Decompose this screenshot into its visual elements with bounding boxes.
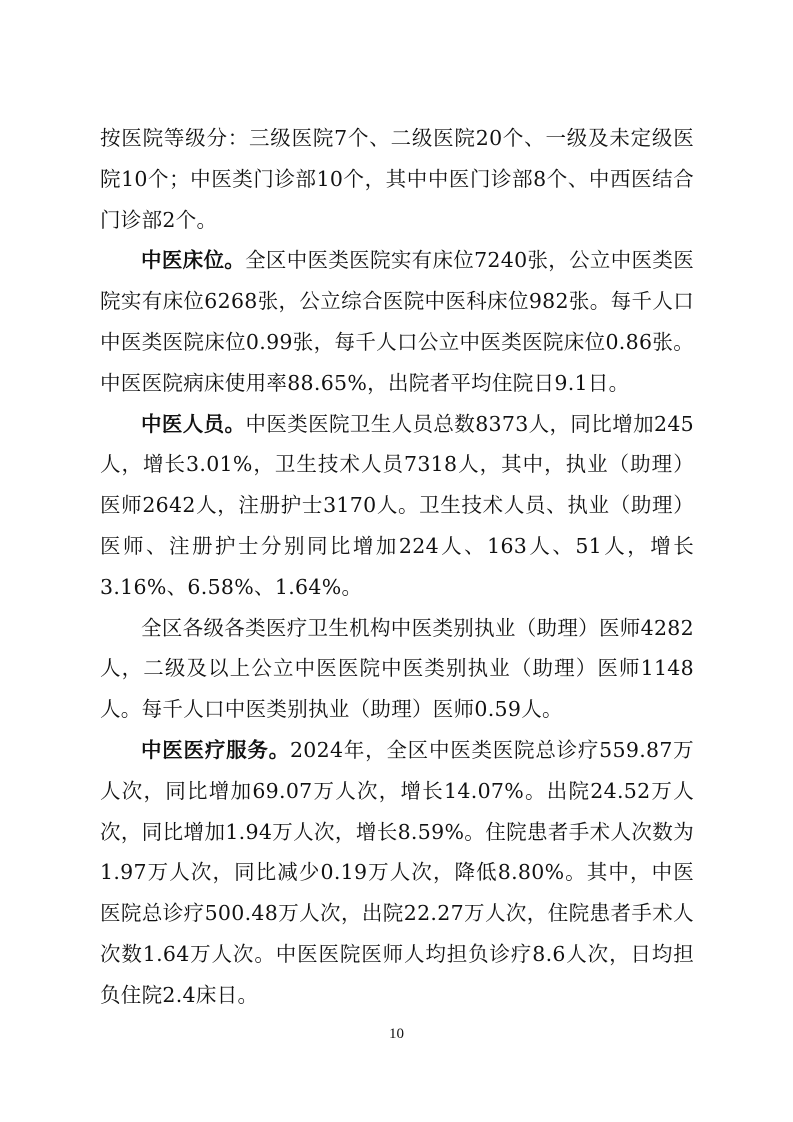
paragraph-medical-services bbox=[100, 730, 694, 1016]
paragraph-body: 按医院等级分：三级医院7个、二级医院20个、一级及未定级医院10个；中医类门诊部10个，其中中医门诊部8个、中西医结合门诊部2个。 bbox=[100, 126, 694, 232]
body-text bbox=[100, 118, 694, 1016]
paragraph-staff bbox=[100, 404, 694, 608]
paragraph-heading: 中医医疗服务。 bbox=[141, 737, 290, 762]
paragraph-heading: 中医床位。 bbox=[141, 248, 246, 273]
paragraph-body: 2024年，全区中医类医院总诊疗559.87万人次，同比增加69.07万人次，增长14.07%。出院24.52万人次，同比增加1.94万人次，增长8.59%。住院患者手术人次数为1.97万人次，同比减少0.19万人次，降低8.80%。其中，中医医院总诊疗500.48万人次，出院22.27万人次，住院患者手术人次数1.64万人次。中医医院医师人均担负诊疗8.6人次，日均担负住院2.4床日。 bbox=[100, 737, 694, 1007]
paragraph-body: 全区各级各类医疗卫生机构中医类别执业（助理）医师4282人，二级及以上公立中医医院中医类别执业（助理）医师1148人。每千人口中医类别执业（助理）医师0.59人。 bbox=[100, 615, 694, 722]
paragraph-body: 全区中医类医院实有床位7240张，公立中医类医院实有床位6268张，公立综合医院中医科床位982张。每千人口中医类医院床位0.99张，每千人口公立中医类医院床位0.86张。中医医院病床使用率88.65%，出院者平均住院日9.1日。 bbox=[100, 248, 694, 395]
paragraph-beds bbox=[100, 240, 694, 403]
paragraph-heading: 中医人员。 bbox=[141, 411, 246, 436]
page-number: 10 bbox=[389, 1026, 404, 1042]
paragraph-hospital-levels bbox=[100, 118, 694, 240]
paragraph-body: 中医类医院卫生人员总数8373人，同比增加245人，增长3.01%，卫生技术人员7318人，其中，执业（助理）医师2642人，注册护士3170人。卫生技术人员、执业（助理）医师、注册护士分别同比增加224人、163人、51人，增长3.16%、6.58%、1.64%。 bbox=[100, 411, 695, 599]
paragraph-physicians bbox=[100, 608, 694, 730]
